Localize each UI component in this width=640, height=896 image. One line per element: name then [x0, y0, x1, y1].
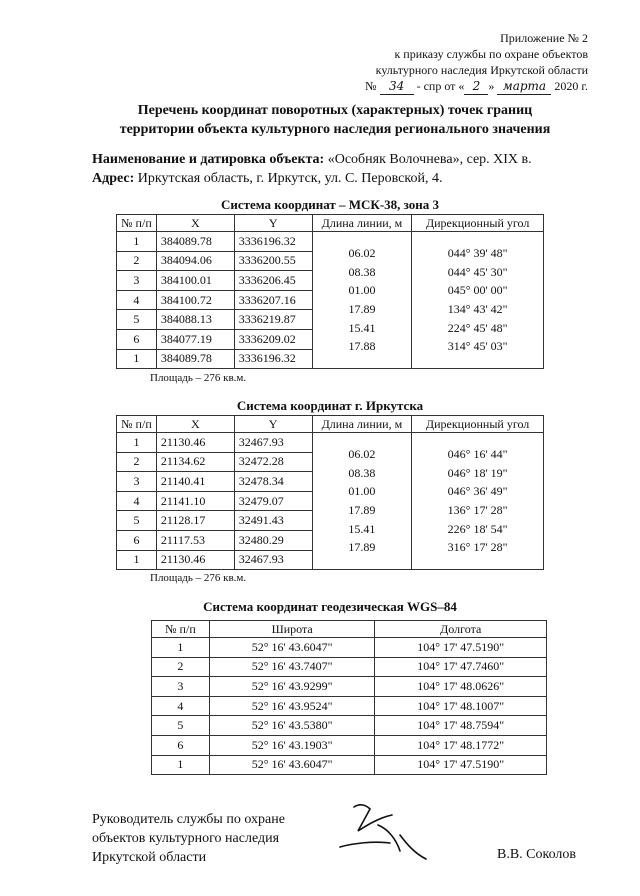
table-header-row — [117, 416, 544, 433]
object-info — [92, 150, 612, 188]
table-row — [117, 433, 544, 453]
bearing-angle: 316° 17' 28" — [447, 540, 508, 555]
irkutsk-caption: Система координат г. Иркутска — [236, 398, 424, 413]
signatory-name: В.В. Соколов — [497, 847, 577, 862]
x-cell: 21141.10 — [156, 491, 234, 511]
title-line-1: Перечень координат поворотных (характерных) точек границ — [137, 103, 533, 118]
signatory-line-2: объектов культурного наследия — [92, 831, 280, 846]
object-name-value: «Особняк Волочнева», сер. XIX в. — [327, 152, 532, 167]
msk38-caption: Система координат – МСК-38, зона 3 — [220, 197, 440, 212]
table-row — [152, 755, 547, 775]
segment-length: 06.02 — [348, 246, 376, 261]
x-cell: 384089.78 — [156, 232, 234, 252]
latitude-cell: 52° 16' 43.9524" — [209, 696, 375, 716]
y-cell: 3336209.02 — [234, 329, 312, 349]
column-header: Длина линии, м — [312, 215, 412, 232]
bearing-angle: 136° 17' 28" — [447, 503, 508, 518]
point-number-cell: 4 — [117, 290, 157, 310]
segment-length: 06.02 — [348, 447, 376, 462]
bearing-angle: 226° 18' 54" — [447, 521, 508, 536]
longitude-cell: 104° 17' 48.1007" — [375, 696, 547, 716]
y-cell: 32479.07 — [234, 491, 312, 511]
order-number-prefix: № — [365, 79, 377, 93]
object-address-label: Адрес: — [92, 171, 135, 186]
bearing-angle: 045° 00' 00" — [447, 283, 508, 298]
column-header: № п/п — [117, 215, 157, 232]
column-header: Дирекционный угол — [412, 215, 544, 232]
order-number-value: 34 — [380, 78, 414, 95]
point-number-cell: 1 — [117, 349, 157, 369]
y-cell: 32491.43 — [234, 511, 312, 531]
column-header: Широта — [209, 621, 375, 638]
y-cell: 32480.29 — [234, 530, 312, 550]
msk38-table — [116, 214, 544, 369]
point-number-cell: 5 — [152, 716, 210, 736]
x-cell: 384089.78 — [156, 349, 234, 369]
point-number-cell: 3 — [152, 677, 210, 697]
table-header-row — [152, 621, 547, 638]
x-cell: 384094.06 — [156, 251, 234, 271]
object-address-value: Иркутская область, г. Иркутск, ул. С. Перовской, 4. — [137, 171, 443, 186]
latitude-cell: 52° 16' 43.6047" — [209, 755, 375, 775]
table-row — [117, 232, 544, 252]
point-number-cell: 1 — [117, 433, 157, 453]
y-cell: 3336206.45 — [234, 271, 312, 291]
point-number-cell: 6 — [152, 735, 210, 755]
longitude-cell: 104° 17' 48.7594" — [375, 716, 547, 736]
segment-length: 01.00 — [348, 283, 376, 298]
column-header: № п/п — [117, 416, 157, 433]
order-year: 2020 г. — [554, 79, 588, 93]
bearing-angle: 044° 45' 30" — [447, 264, 508, 279]
column-header: X — [156, 215, 234, 232]
table-row — [152, 735, 547, 755]
point-number-cell: 4 — [117, 491, 157, 511]
y-cell: 3336207.16 — [234, 290, 312, 310]
point-number-cell: 3 — [117, 472, 157, 492]
latitude-cell: 52° 16' 43.1903" — [209, 735, 375, 755]
column-header: Y — [234, 215, 312, 232]
order-day-close: » — [488, 79, 495, 93]
x-cell: 384100.01 — [156, 271, 234, 291]
point-number-cell: 1 — [117, 550, 157, 570]
segment-length: 17.89 — [348, 540, 376, 555]
latitude-cell: 52° 16' 43.9299" — [209, 677, 375, 697]
y-cell: 3336196.32 — [234, 349, 312, 369]
x-cell: 21134.62 — [156, 452, 234, 472]
signatory-line-1: Руководитель службы по охране — [92, 812, 285, 827]
x-cell: 384100.72 — [156, 290, 234, 310]
bearing-angle: 134° 43' 42" — [447, 302, 508, 317]
x-cell: 21117.53 — [156, 530, 234, 550]
latitude-cell: 52° 16' 43.6047" — [209, 638, 375, 658]
order-day: 2 — [464, 78, 488, 95]
segment-length: 15.41 — [348, 521, 376, 536]
longitude-cell: 104° 17' 47.5190" — [375, 638, 547, 658]
point-number-cell: 6 — [117, 329, 157, 349]
x-cell: 384077.19 — [156, 329, 234, 349]
segment-length: 17.89 — [348, 503, 376, 518]
table-row — [152, 657, 547, 677]
bearing-angle-cell — [412, 232, 544, 369]
bearing-angle: 046° 18' 19" — [447, 465, 508, 480]
longitude-cell: 104° 17' 47.5190" — [375, 755, 547, 775]
appendix-line-1: Приложение № 2 — [500, 31, 588, 45]
point-number-cell: 6 — [117, 530, 157, 550]
bearing-angle: 046° 16' 44" — [447, 447, 508, 462]
appendix-header — [358, 30, 588, 95]
bearing-angle: 044° 39' 48" — [447, 246, 508, 261]
table-row — [152, 638, 547, 658]
column-header: Y — [234, 416, 312, 433]
point-number-cell: 2 — [152, 657, 210, 677]
segment-length: 17.89 — [348, 302, 376, 317]
order-number-line — [358, 78, 588, 95]
point-number-cell: 5 — [117, 511, 157, 531]
x-cell: 384088.13 — [156, 310, 234, 330]
point-number-cell: 1 — [152, 755, 210, 775]
object-name-label: Наименование и датировка объекта: — [92, 152, 325, 167]
column-header: Длина линии, м — [312, 416, 412, 433]
column-header: Долгота — [375, 621, 547, 638]
segment-length: 08.38 — [348, 465, 376, 480]
wgs84-table — [151, 620, 547, 775]
y-cell: 3336196.32 — [234, 232, 312, 252]
appendix-line-2: к приказу службы по охране объектов — [394, 47, 588, 61]
segment-length: 15.41 — [348, 320, 376, 335]
y-cell: 32472.28 — [234, 452, 312, 472]
bearing-angle: 224° 45' 48" — [447, 320, 508, 335]
latitude-cell: 52° 16' 43.5380" — [209, 716, 375, 736]
point-number-cell: 2 — [117, 251, 157, 271]
longitude-cell: 104° 17' 48.0626" — [375, 677, 547, 697]
wgs84-caption: Система координат геодезическая WGS–84 — [203, 599, 457, 614]
point-number-cell: 1 — [152, 638, 210, 658]
msk38-area: Площадь – 276 кв.м. — [150, 372, 247, 384]
longitude-cell: 104° 17' 48.1772" — [375, 735, 547, 755]
bearing-angle: 046° 36' 49" — [447, 484, 508, 499]
column-header: № п/п — [152, 621, 210, 638]
point-number-cell: 2 — [117, 452, 157, 472]
x-cell: 21130.46 — [156, 433, 234, 453]
column-header: X — [156, 416, 234, 433]
y-cell: 3336200.55 — [234, 251, 312, 271]
signatory-title — [92, 810, 285, 867]
segment-length: 08.38 — [348, 264, 376, 279]
x-cell: 21130.46 — [156, 550, 234, 570]
segment-length-cell — [312, 433, 412, 570]
point-number-cell: 3 — [117, 271, 157, 291]
point-number-cell: 1 — [117, 232, 157, 252]
x-cell: 21140.41 — [156, 472, 234, 492]
latitude-cell: 52° 16' 43.7407" — [209, 657, 375, 677]
order-month: марта — [497, 78, 551, 95]
segment-length: 01.00 — [348, 484, 376, 499]
irkutsk-table — [116, 415, 544, 570]
handwritten-signature — [330, 795, 440, 870]
y-cell: 32478.34 — [234, 472, 312, 492]
bearing-angle-cell — [412, 433, 544, 570]
object-name-row — [92, 150, 612, 169]
signatory-line-3: Иркутской области — [92, 850, 207, 865]
segment-length-cell — [312, 232, 412, 369]
column-header: Дирекционный угол — [412, 416, 544, 433]
bearing-angle: 314° 45' 03" — [447, 339, 508, 354]
page-title — [70, 101, 600, 139]
table-row — [152, 677, 547, 697]
irkutsk-area: Площадь – 276 кв.м. — [150, 572, 247, 584]
y-cell: 32467.93 — [234, 550, 312, 570]
object-address-row — [92, 169, 612, 188]
order-number-mid: - спр от « — [416, 79, 465, 93]
longitude-cell: 104° 17' 47.7460" — [375, 657, 547, 677]
point-number-cell: 4 — [152, 696, 210, 716]
table-row — [152, 696, 547, 716]
table-row — [152, 716, 547, 736]
y-cell: 32467.93 — [234, 433, 312, 453]
y-cell: 3336219.87 — [234, 310, 312, 330]
point-number-cell: 5 — [117, 310, 157, 330]
segment-length: 17.88 — [348, 339, 376, 354]
appendix-line-3: культурного наследия Иркутской области — [375, 63, 588, 77]
table-header-row — [117, 215, 544, 232]
x-cell: 21128.17 — [156, 511, 234, 531]
title-line-2: территории объекта культурного наследия регионального значения — [119, 122, 551, 137]
